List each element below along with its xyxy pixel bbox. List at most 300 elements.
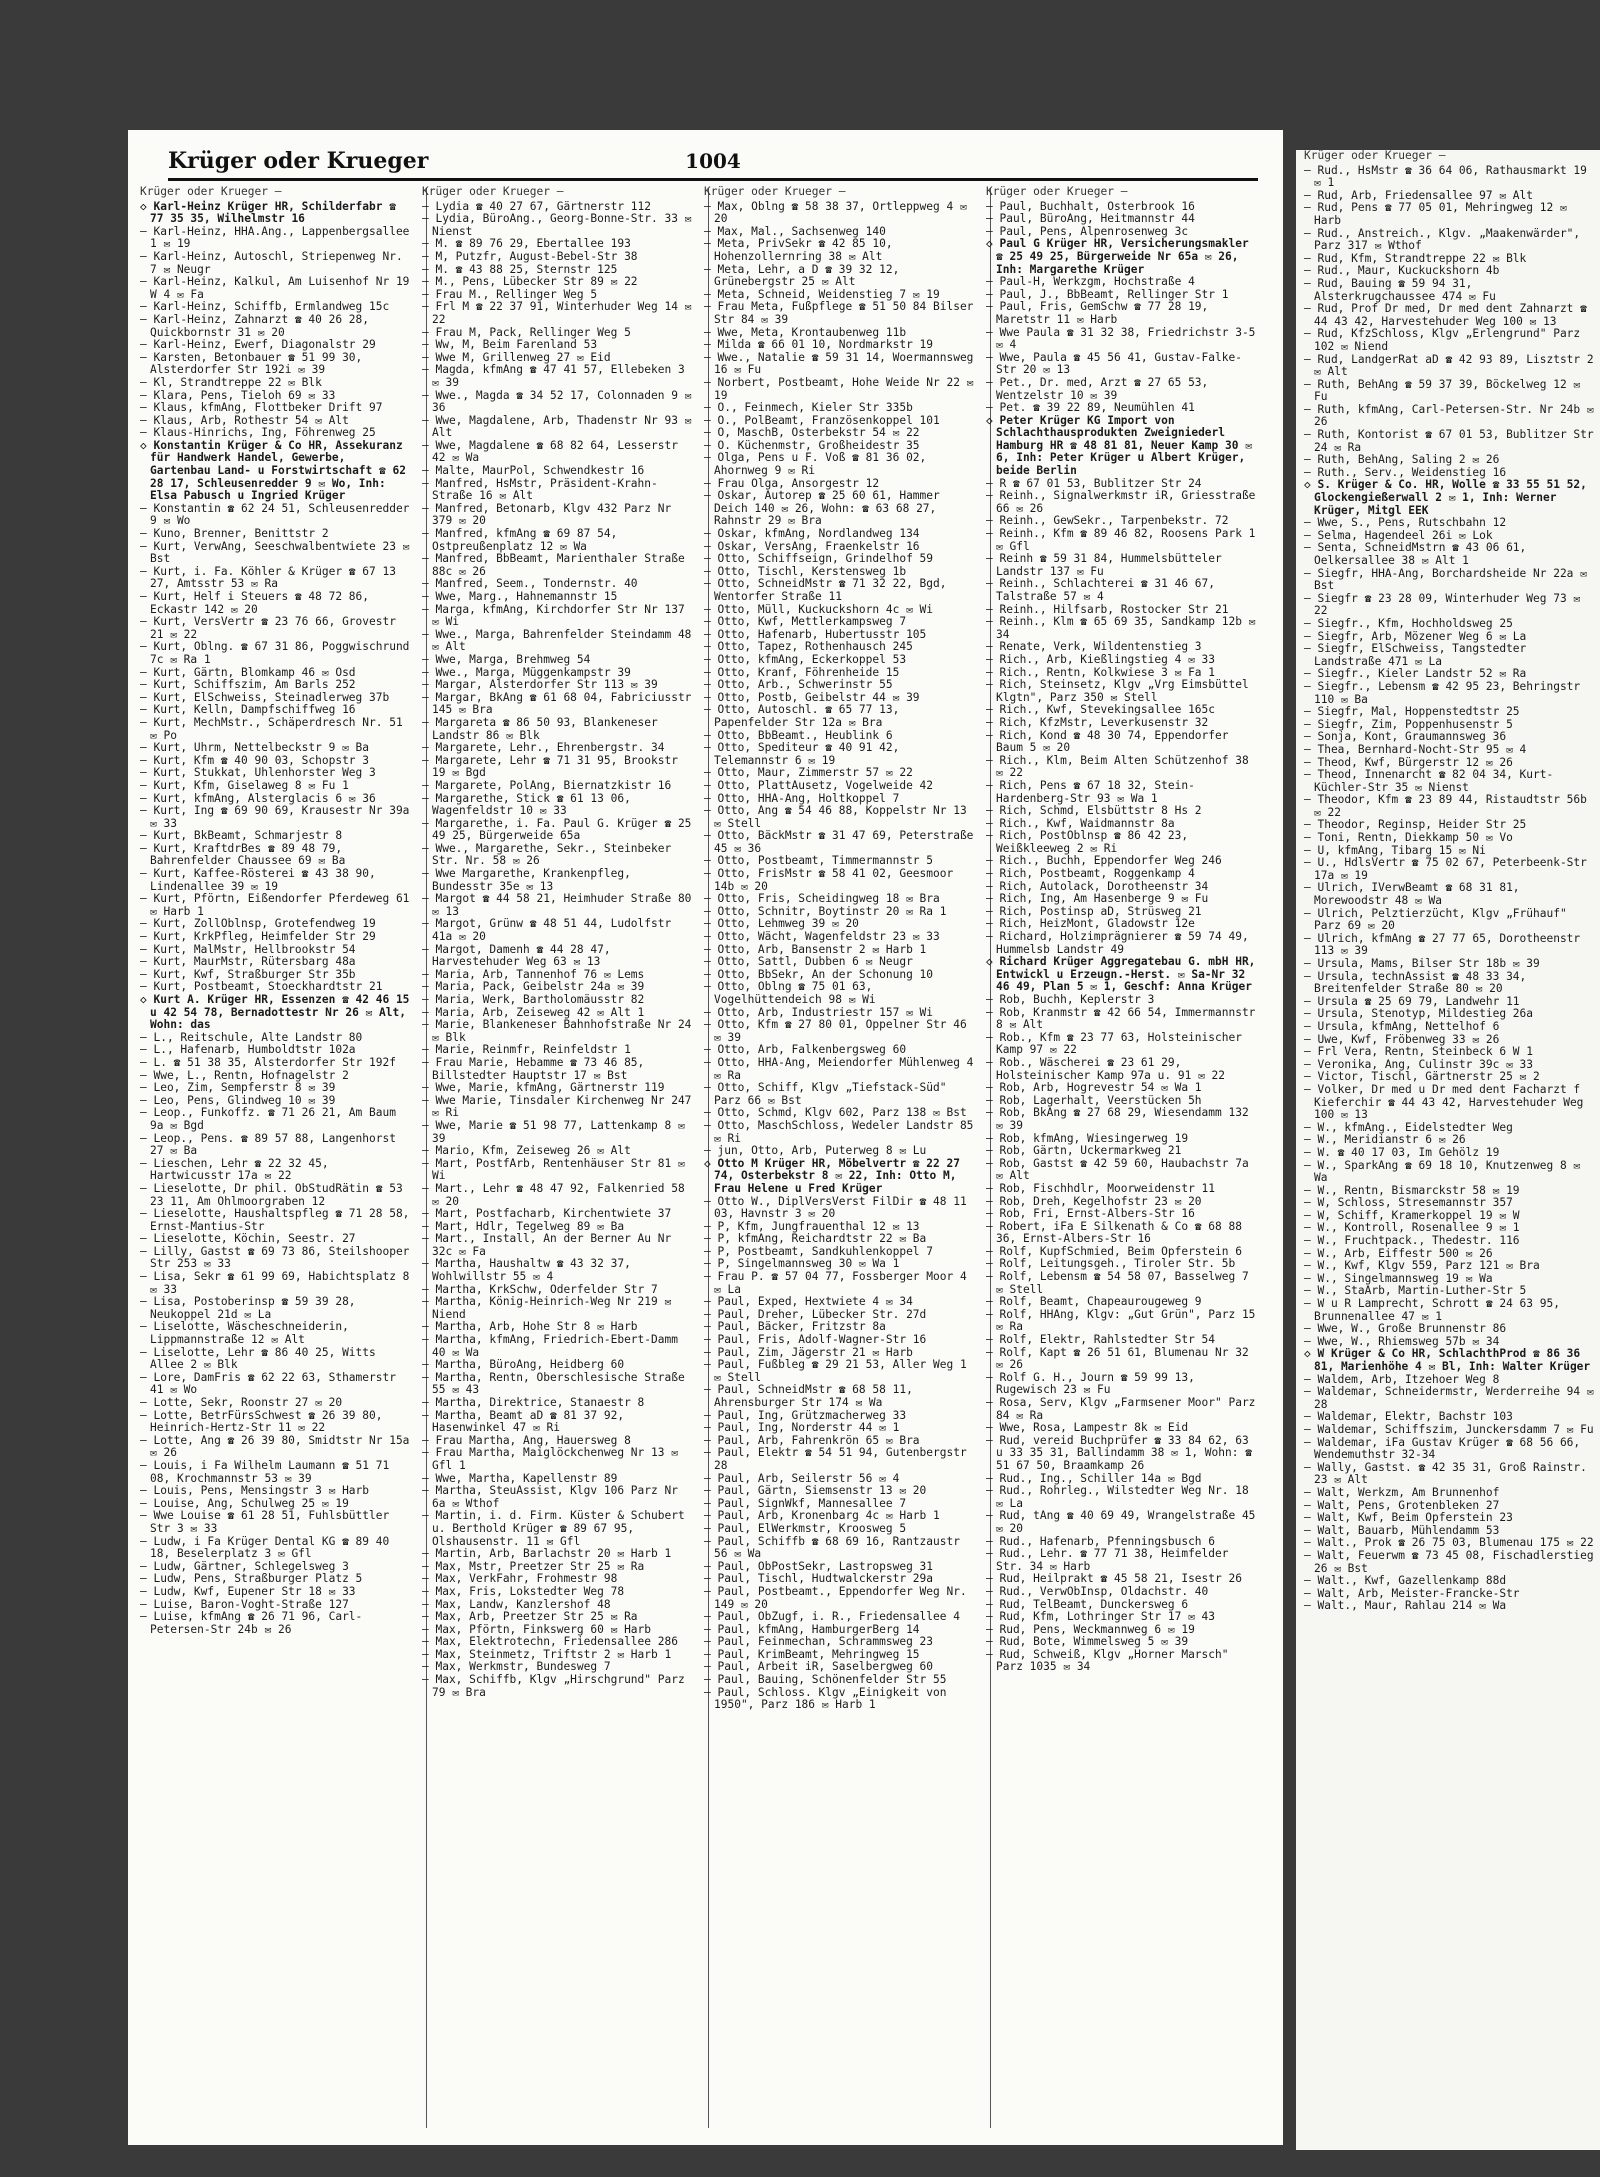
directory-entry: — Rich., Buchh, Eppendorfer Weg 246 <box>986 854 1222 868</box>
directory-entry: — Victor, Tischl, Gärtnerstr 25 ✉ 2 <box>1304 1070 1540 1084</box>
directory-entry: — Wwe, W., Rhiemsweg 57b ✉ 34 <box>1304 1334 1500 1348</box>
directory-entry: — Meta, Schneid, Weidenstieg 7 ✉ 19 <box>704 287 940 301</box>
directory-entry: — Kurt, Kelln, Dampfschiffweg 16 <box>140 703 356 717</box>
directory-entry: — Otto, Arb, Industriestr 157 ✉ Wi <box>704 1005 934 1019</box>
directory-entry: — Margarete, Lehr., Ehrenbergstr. 34 <box>422 741 665 755</box>
directory-entry: — Otto, kfmAng, Eckerkoppel 53 <box>704 652 907 666</box>
directory-entry: — Rolf, Leitungsgeh., Tiroler Str. 5b <box>986 1257 1236 1271</box>
directory-entry: — Lisa, Sekr ☎ 61 99 69, Habichtsplatz 8 ✉ 33 <box>140 1270 410 1296</box>
directory-entry: — Mario, Kfm, Zeiseweg 26 ✉ Alt <box>422 1144 631 1158</box>
directory-entry: — Paul, ObZugf, i. R., Friedensallee 4 <box>704 1610 960 1624</box>
directory-entry: ◇ W Krüger & Co HR, SchlachthProd ☎ 86 36 81, Marienhöhe 4 ✉ Bl, Inh: Walter Krüger <box>1304 1347 1591 1373</box>
directory-entry: — Wwe, Magdalene ☎ 68 82 64, Lesserstr 42 ✉ Wa <box>422 438 678 465</box>
directory-entry: — Karl-Heinz, Zahnarzt ☎ 40 26 28, Quickbornstr 31 ✉ 20 <box>140 312 370 339</box>
directory-entry: — Rud., VerwObInsp, Oldachstr. 40 <box>986 1584 1209 1598</box>
directory-entry: — Otto, HHA-Ang, Holtkoppel 7 <box>704 791 900 805</box>
directory-page <box>128 130 1283 2145</box>
directory-entry: — Rob, Gärtn, Uckermarkweg 21 <box>986 1144 1182 1158</box>
directory-entry: — Rich., Klm, Beim Alten Schützenhof 38 ✉ 22 <box>986 753 1249 780</box>
directory-entry: — Paul, Fußbleg ☎ 29 21 53, Aller Weg 1 ✉ Stell <box>704 1358 967 1384</box>
directory-entry: — Rud, Heilprakt ☎ 45 58 21, Isestr 26 <box>986 1572 1242 1586</box>
directory-entry: — Max, Elektrotechn, Friedensallee 286 <box>422 1635 678 1649</box>
directory-entry: — Rich., Rentn, Kolkwiese 3 ✉ Fa 1 <box>986 665 1216 679</box>
directory-entry: — Volker, Dr med u Dr med dent Facharzt f Kieferchir ☎ 44 43 42, Harvestehuder Weg 100 ✉ 13 <box>1304 1082 1584 1122</box>
directory-entry: — Rud, Schweiß, Klgv „Horner Marsch" Parz 1035 ✉ 34 <box>986 1647 1229 1674</box>
directory-entry: — Otto, FrisMstr ☎ 58 41 02, Geesmoor 14b ✉ 20 <box>704 867 954 893</box>
directory-entry: — Martha, KrkSchw, Oderfelder Str 7 <box>422 1282 658 1296</box>
directory-entry: — Mart., Install, An der Berner Au Nr 32c ✉ Fa <box>422 1232 672 1258</box>
directory-entry: — Max, Mstr, Preetzer Str 25 ✉ Ra <box>422 1559 645 1573</box>
directory-entry: — Margar, Alsterdorfer Str 113 ✉ 39 <box>422 678 658 692</box>
directory-entry: — Ursula, technAssist ☎ 48 33 34, Breitenfelder Straße 80 ✉ 20 <box>1304 969 1527 996</box>
directory-entry: — Paul, Zim, Jägerstr 21 ✉ Harb <box>704 1345 913 1359</box>
directory-entry: — Paul, Dreher, Lübecker Str. 27d <box>704 1307 927 1321</box>
directory-entry: — Wwe, Meta, Krontaubenweg 11b <box>704 325 907 339</box>
directory-entry: — Lydia, BüroAng., Georg-Bonne-Str. 33 ✉ Nienst <box>422 212 692 238</box>
directory-entry: — Waldemar, Schiffszim, Junckersdamm 7 ✉ Fu <box>1304 1422 1594 1436</box>
column-running-head: Krüger oder Krueger — <box>704 186 846 198</box>
directory-entry: — Otto, Hafenarb, Hubertusstr 105 <box>704 627 927 641</box>
directory-entry: — Reinh., Schlachterei ☎ 31 46 67, Talstraße 57 ✉ 4 <box>986 577 1216 603</box>
directory-entry: — Lotte, BetrFürsSchwest ☎ 26 39 80, Heinrich-Hertz-Str 11 ✉ 22 <box>140 1408 383 1435</box>
directory-entry: — R ☎ 67 01 53, Bublitzer Str 24 <box>986 476 1202 490</box>
directory-entry: — Rolf, Kapt ☎ 26 51 61, Blumenau Nr 32 ✉ 26 <box>986 1345 1249 1372</box>
directory-entry: — Kurt, Schiffszim, Am Barls 252 <box>140 678 356 692</box>
directory-entry: — Otto, HHA-Ang, Meiendorfer Mühlenweg 4 ✉ Ra <box>704 1055 974 1082</box>
directory-entry: — Wwe, W., Große Brunnenstr 86 <box>1304 1322 1507 1336</box>
directory-entry: — Otto, Schnitr, Boytinstr 20 ✉ Ra 1 <box>704 904 947 918</box>
directory-entry: — Otto, Tischl, Kerstensweg 1b <box>704 564 907 578</box>
directory-entry: ◇ Kurt A. Krüger HR, Essenzen ☎ 42 46 15 u 42 54 78, Bernadottestr Nr 26 ✉ Alt, Wohn: das <box>140 993 410 1032</box>
directory-entry: — Martha, BüroAng, Heidberg 60 <box>422 1358 625 1372</box>
directory-entry: — Theodor, Kfm ☎ 23 89 44, Ristaudtstr 56b ✉ 22 <box>1304 793 1587 819</box>
directory-entry: — Frau Meta, Fußpflege ☎ 51 50 84 Bilser Str 84 ✉ 39 <box>704 300 974 326</box>
directory-entry: — Max, Fris, Lokstedter Weg 78 <box>422 1584 625 1598</box>
directory-entry: — Reinh., Hilfsarb, Rostocker Str 21 <box>986 602 1229 616</box>
directory-entry: — Rud, LandgerRat aD ☎ 42 93 89, Lisztstr 2 ✉ Alt <box>1304 352 1594 379</box>
adjacent-page-column <box>1304 150 1600 1613</box>
directory-entry: — Siegfr., Kieler Landstr 52 ✉ Ra <box>1304 667 1527 681</box>
directory-entry: — Otto, Postbeamt, Timmermannstr 5 <box>704 854 934 868</box>
directory-entry: ◇ Peter Krüger KG Import von Schlachthausprodukten Zweigniederl Hamburg HR ☎ 48 81 81, Neuer Kamp 30 ✉ 6, Inh: Peter Krüger u Albert Krüger, beide Berlin <box>986 413 1252 478</box>
directory-entry: — Martha, Beamt aD ☎ 81 37 92, Hasenwinkel 47 ✉ Ri <box>422 1408 625 1435</box>
directory-entry: — Rud., Lehr. ☎ 77 71 38, Heimfelder Str. 34 ✉ Harb <box>986 1547 1229 1573</box>
directory-entry: — W., Kontroll, Rosenallee 9 ✉ 1 <box>1304 1221 1520 1235</box>
directory-entry: — Frau Marie, Hebamme ☎ 73 46 85, Billstedter Hauptstr 17 ✉ Bst <box>422 1055 645 1082</box>
column-running-head: Krüger oder Krueger — <box>986 186 1128 198</box>
directory-entry: — Uwe, Kwf, Fröbenweg 33 ✉ 26 <box>1304 1032 1500 1046</box>
directory-entry: — W, Schiff, Kramerkoppel 19 ✉ W <box>1304 1208 1520 1222</box>
directory-entry: — Margareta ☎ 86 50 93, Blankeneser Landstr 86 ✉ Blk <box>422 715 658 742</box>
directory-entry: — Marie, Blankeneser Bahnhofstraße Nr 24 ✉ Blk <box>422 1018 692 1044</box>
directory-entry: — Walt, Arb, Meister-Francke-Str <box>1304 1586 1520 1600</box>
directory-entry: — Margot ☎ 44 58 21, Heimhuder Straße 80 ✉ 13 <box>422 892 692 918</box>
directory-entry: — Otto, Lehmweg 39 ✉ 20 <box>704 917 859 931</box>
directory-entry: — Paul, Ing, Norderstr 44 ✉ 1 <box>704 1421 900 1435</box>
directory-entry: — W., kfmAng., Eidelstedter Weg <box>1304 1120 1513 1134</box>
directory-entry: — Rud, Bauing ☎ 59 94 31, Alsterkrugchaussee 474 ✉ Fu <box>1304 276 1496 303</box>
directory-entry: — Olga, Pens u F. Voß ☎ 81 36 02, Ahornweg 9 ✉ Ri <box>704 451 927 478</box>
directory-entry: — Paul, Schiffb ☎ 68 69 16, Rantzaustr 56 ✉ Wa <box>704 1534 960 1561</box>
directory-entry: — Rud., Anstreich., Klgv. „Maakenwärder", Parz 317 ✉ Wthof <box>1304 226 1581 253</box>
directory-entry: — Margarethe, Stick ☎ 61 13 06, Wagenfeldstr 10 ✉ 33 <box>422 791 631 818</box>
directory-entry: — Louis, Pens, Mensingstr 3 ✉ Harb <box>140 1484 370 1498</box>
directory-entry: — Wwe, Paula ☎ 45 56 41, Gustav-Falke-Str 20 ✉ 13 <box>986 350 1242 377</box>
directory-entry: — Otto, BäckMstr ☎ 31 47 69, Peterstraße 45 ✉ 36 <box>704 829 974 855</box>
directory-entry: — Karl-Heinz, Autoschl, Striepenweg Nr. 7 ✉ Neugr <box>140 249 403 276</box>
directory-entry: — Wwe Margarethe, Krankenpfleg, Bundesstr 35e ✉ 13 <box>422 867 631 893</box>
directory-columns <box>140 186 1280 2136</box>
directory-entry: — Wwe, L., Rentn, Hofnagelstr 2 <box>140 1068 349 1082</box>
directory-entry: — Wwe., Natalie ☎ 59 31 14, Woermannsweg 16 ✉ Fu <box>704 350 974 377</box>
directory-entry: — Margarete, PolAng, Biernatzkistr 16 <box>422 778 672 792</box>
directory-entry: — Frau M., Rellinger Weg 5 <box>422 287 598 301</box>
directory-entry: — Reinh ☎ 59 31 84, Hummelsbütteler Landstr 137 ✉ Fu <box>986 552 1222 578</box>
directory-entry: — Louise, Ang, Schulweg 25 ✉ 19 <box>140 1496 349 1510</box>
directory-entry: — Senta, SchneidMstrn ☎ 43 06 61, Oelkersallee 38 ✉ Alt 1 <box>1304 541 1527 567</box>
directory-entry: — Waldemar, Elektr, Bachstr 103 <box>1304 1410 1513 1424</box>
directory-entry: — Rud., Hafenarb, Pfenningsbusch 6 <box>986 1534 1216 1548</box>
directory-entry: — Klaus, Arb, Rothestr 54 ✉ Alt <box>140 413 349 427</box>
directory-entry: — Otto, Arb, Falkenbergsweg 60 <box>704 1043 907 1057</box>
directory-entry: — Veronika, Ang, Culinstr 39c ✉ 33 <box>1304 1057 1534 1071</box>
directory-entry: — Frl Vera, Rentn, Steinbeck 6 W 1 <box>1304 1045 1534 1059</box>
directory-entry: — Paul, Buchhalt, Osterbrook 16 <box>986 199 1195 213</box>
directory-entry: — Ruth, kfmAng, Carl-Petersen-Str. Nr 24b ✉ 26 <box>1304 402 1594 429</box>
directory-entry: — Rich., Arb, Kießlingstieg 4 ✉ 33 <box>986 652 1216 666</box>
directory-entry: — Rolf, Lebensm ☎ 54 58 07, Basselweg 7 ✉ Stell <box>986 1270 1249 1296</box>
directory-entry: — Sonja, Kont, Graumannsweg 36 <box>1304 730 1507 744</box>
directory-entry: — Otto, Schiff, Klgv „Tiefstack-Süd" Parz 66 ✉ Bst <box>704 1081 947 1107</box>
directory-entry: — Rich, Postinsp aD, Strüsweg 21 <box>986 904 1202 918</box>
directory-entry: — Kurt, Helf i Steuers ☎ 48 72 86, Eckastr 142 ✉ 20 <box>140 590 370 616</box>
directory-entry: — Max, VerkFahr, Frohmestr 98 <box>422 1572 618 1586</box>
directory-entry: — Kurt, kfmAng, Alsterglacis 6 ✉ 36 <box>140 791 376 805</box>
directory-entry: — Siegfr, Arb, Mözener Weg 6 ✉ La <box>1304 629 1527 643</box>
directory-entry: — Kurt, Kfm, Giselaweg 8 ✉ Fu 1 <box>140 778 349 792</box>
directory-entry: — Paul, BüroAng, Heitmannstr 44 <box>986 212 1195 226</box>
directory-entry: — Rud., Maur, Kuckuckshorn 4b <box>1304 264 1500 278</box>
directory-entry: — Wwe, Magdalene, Arb, Thadenstr Nr 93 ✉ Alt <box>422 413 692 440</box>
directory-entry: — Rud, Arb, Friedensallee 97 ✉ Alt <box>1304 188 1534 202</box>
directory-entry: — Kurt, Stukkat, Uhlenhorster Weg 3 <box>140 766 376 780</box>
directory-entry: — Karl-Heinz, HHA.Ang., Lappenbergsallee 1 ✉ 19 <box>140 224 410 251</box>
directory-entry: — Martha, SteuAssist, Klgv 106 Parz Nr 6a ✉ Wthof <box>422 1484 678 1510</box>
column-running-head: Krüger oder Krueger — <box>1304 150 1446 162</box>
directory-entry: — Luise, kfmAng ☎ 26 71 96, Carl-Petersen-Str 24b ✉ 26 <box>140 1610 363 1636</box>
directory-entry: — Siegfr, ElSchweiss, Tangstedter Landstraße 471 ✉ La <box>1304 642 1527 668</box>
directory-entry: — Richard, Holzimprägnierer ☎ 59 74 49, Hummelsb Landstr 49 <box>986 930 1249 956</box>
directory-entry: — Maria, Arb, Zeiseweg 42 ✉ Alt 1 <box>422 1005 645 1019</box>
directory-entry: — Paul-H, Werkzgm, Hochstraße 4 <box>986 275 1195 289</box>
directory-entry: — Magda, kfmAng ☎ 47 41 57, Ellebeken 3 ✉ 39 <box>422 363 685 389</box>
directory-entry: — Kurt, Uhrm, Nettelbeckstr 9 ✉ Ba <box>140 741 370 755</box>
directory-column <box>422 186 694 2136</box>
directory-entry: — Martha, kfmAng, Friedrich-Ebert-Damm 40 ✉ Wa <box>422 1333 678 1359</box>
directory-entry: — Luise, Baron-Voght-Straße 127 <box>140 1597 349 1611</box>
directory-entry: — Otto, Postb, Geibelstr 44 ✉ 39 <box>704 690 920 704</box>
directory-entry: — Rich, PostOblnsp ☎ 86 42 23, Weißkleeweg 2 ✉ Ri <box>986 829 1189 855</box>
directory-entry: — Rud, Prof Dr med, Dr med dent Zahnarzt ☎ 44 43 42, Harvestehuder Weg 100 ✉ 13 <box>1304 302 1587 328</box>
directory-entry: — Theod, Innenarcht ☎ 82 04 34, Kurt-Küchler-Str 35 ✉ Nienst <box>1304 768 1554 794</box>
directory-entry: — Wwe, Rosa, Lampestr 8k ✉ Eid <box>986 1421 1189 1435</box>
directory-entry: — Mart, Postfacharb, Kirchentwiete 37 <box>422 1207 672 1221</box>
directory-entry: — P, Postbeamt, Sandkuhlenkoppel 7 <box>704 1244 934 1258</box>
directory-entry: — Wwe, Marie ☎ 51 98 77, Lattenkamp 8 ✉ 39 <box>422 1118 685 1145</box>
directory-column <box>704 186 976 2136</box>
directory-entry: — M. ☎ 43 88 25, Sternstr 125 <box>422 262 618 276</box>
directory-entry: — Otto, SchneidMstr ☎ 71 32 22, Bgd, Wentorfer Straße 11 <box>704 577 947 603</box>
directory-entry: — Lieselotte, Köchin, Seestr. 27 <box>140 1232 356 1246</box>
directory-entry: — Kurt, Ing ☎ 69 90 69, Krausestr Nr 39a ✉ 33 <box>140 804 410 830</box>
directory-entry: — Rolf, Elektr, Rahlstedter Str 54 <box>986 1333 1216 1347</box>
directory-entry: — W., Kwf, Klgv 559, Parz 121 ✉ Bra <box>1304 1259 1540 1273</box>
directory-entry: — Wwe Louise ☎ 61 28 51, Fuhlsbüttler Str 3 ✉ 33 <box>140 1509 390 1535</box>
directory-entry: — Wwe., Magda ☎ 34 52 17, Colonnaden 9 ✉ 36 <box>422 388 692 415</box>
directory-entry: — Otto, BbBeamt., Heublink 6 <box>704 728 893 742</box>
directory-entry: — Theod, Kwf, Bürgerstr 12 ✉ 26 <box>1304 755 1513 769</box>
directory-entry: — Malte, MaurPol, Schwendkestr 16 <box>422 464 645 478</box>
directory-entry: — Rud., HsMstr ☎ 36 64 06, Rathausmarkt 19 ✉ 1 <box>1304 163 1587 190</box>
directory-entry: — Rud, vereid Buchprüfer ☎ 33 84 62, 63 u 33 35 31, Ballindamm 38 ✉ 1, Wohn: ☎ 51 67 50, Braamkamp 26 <box>986 1433 1252 1472</box>
directory-entry: — Paul, Tischl, Hudtwalckerstr 29a <box>704 1572 934 1586</box>
directory-entry: — Kurt, Oblng. ☎ 67 31 86, Poggwischrund 7c ✉ Ra 1 <box>140 640 410 666</box>
directory-entry: ◇ Paul G Krüger HR, Versicherungsmakler ☎ 25 49 25, Bürgerweide Nr 65a ✉ 26, Inh: Margarethe Krüger <box>986 237 1249 276</box>
column-running-head: Krüger oder Krueger — <box>422 186 564 198</box>
directory-column <box>986 186 1258 2136</box>
page-header <box>168 148 1258 181</box>
directory-entry: — Rud, Pens ☎ 77 05 01, Mehringweg 12 ✉ Harb <box>1304 201 1567 227</box>
directory-entry: — W, Schloss, Stresemannstr 357 <box>1304 1196 1513 1210</box>
directory-entry: — Rob., Wäscherei ☎ 23 61 29, Holsteinischer Kamp 97a u. 91 ✉ 22 <box>986 1055 1226 1082</box>
directory-entry: — Martha, Direktrice, Stanaestr 8 <box>422 1396 645 1409</box>
directory-entry: — Paul, ElWerkmstr, Kroosweg 5 <box>704 1521 907 1535</box>
directory-entry: — Kurt, Kfm ☎ 40 90 03, Schopstr 3 <box>140 753 370 767</box>
directory-entry: — Otto, MaschSchloss, Wedeler Landstr 85 ✉ Ri <box>704 1118 974 1145</box>
directory-entry: — Paul, Pens, Alpenrosenweg 3c <box>986 224 1189 238</box>
directory-entry: — Max, Arb, Preetzer Str 25 ✉ Ra <box>422 1610 638 1624</box>
directory-entry: — Otto, Schiffseign, Grindelhof 59 <box>704 552 934 566</box>
directory-entry: — Mart, Hdlr, Tegelweg 89 ✉ Ba <box>422 1219 625 1233</box>
directory-entry: — L., Hafenarb, Humboldtstr 102a <box>140 1043 356 1057</box>
directory-entry: — jun, Otto, Arb, Puterweg 8 ✉ Lu <box>704 1144 927 1158</box>
directory-entry: — Lieschen, Lehr ☎ 22 32 45, Hartwicusstr 17a ✉ 22 <box>140 1156 329 1183</box>
directory-entry: — Margarete, Lehr ☎ 71 31 95, Brookstr 19 ✉ Bgd <box>422 753 678 780</box>
directory-entry: — Paul, Exped, Hextwiete 4 ✉ 34 <box>704 1295 913 1309</box>
directory-entry: — Wwe Paula ☎ 31 32 38, Friedrichstr 3-5 ✉ 4 <box>986 325 1256 352</box>
directory-entry: — Otto, Wächt, Wagenfeldstr 23 ✉ 33 <box>704 930 940 944</box>
directory-entry: — Kurt, ElSchweiss, Steinadlerweg 37b <box>140 690 390 704</box>
directory-entry: — O, MaschB, Osterbekstr 54 ✉ 22 <box>704 426 920 440</box>
directory-entry: — Max, Schiffb, Klgv „Hirschgrund" Parz 79 ✉ Bra <box>422 1673 685 1699</box>
directory-entry: — Pet., Dr. med, Arzt ☎ 27 65 53, Wentzelstr 10 ✉ 39 <box>986 375 1209 402</box>
directory-entry: — Ludw, Pens, Straßburger Platz 5 <box>140 1572 363 1586</box>
directory-entry: — Wwe., Marga, Müggenkampstr 39 <box>422 665 631 679</box>
directory-entry: — Oskar, Autorep ☎ 25 60 61, Hammer Deich 140 ✉ 26, Wohn: ☎ 63 68 27, Rahnstr 29 ✉ Bra <box>704 489 940 528</box>
directory-entry: — Theodor, Reginsp, Heider Str 25 <box>1304 818 1527 832</box>
directory-entry: — M, Putzfr, August-Bebel-Str 38 <box>422 249 638 263</box>
directory-entry: — Otto, Autoschl. ☎ 65 77 13, Papenfelder Str 12a ✉ Bra <box>704 703 900 729</box>
directory-entry: — Rich, Autolack, Dorotheenstr 34 <box>986 879 1209 893</box>
directory-entry: — Kurt, MaurMstr, Rütersbarg 48a <box>140 955 356 969</box>
directory-entry: — Reinh., Klm ☎ 65 69 35, Sandkamp 12b ✉ 34 <box>986 615 1256 641</box>
directory-entry: — Max, Landw, Kanzlershof 48 <box>422 1597 611 1611</box>
directory-entry: — Rob, Lagerhalt, Veerstücken 5h <box>986 1093 1202 1107</box>
directory-entry: — Rob, Fischhdlr, Moorweidenstr 11 <box>986 1181 1216 1195</box>
directory-entry: — Meta, PrivSekr ☎ 42 85 10, Hohenzollernring 38 ✉ Alt <box>704 237 893 263</box>
directory-entry: — Reinh., Kfm ☎ 89 46 82, Roosens Park 1 ✉ Gfl <box>986 527 1256 553</box>
directory-entry: — Kurt, MechMstr., Schäperdresch Nr. 51 ✉ Po <box>140 715 403 742</box>
directory-entry: — Kurt, i. Fa. Köhler & Krüger ☎ 67 13 27, Amtsstr 53 ✉ Ra <box>140 564 396 591</box>
directory-entry: — Milda ☎ 66 01 10, Nordmarkstr 19 <box>704 338 934 352</box>
directory-entry: — Lilly, Gastst ☎ 69 73 86, Steilshooper Str 253 ✉ 33 <box>140 1244 410 1271</box>
directory-entry: — Paul, Arb, Kronenbarg 4c ✉ Harb 1 <box>704 1509 940 1523</box>
directory-entry: — Walt, Feuerwm ☎ 73 45 08, Fischadlerstieg 26 ✉ Bst <box>1304 1548 1594 1575</box>
directory-entry: — P, kfmAng, Reichardtstr 22 ✉ Ba <box>704 1232 927 1246</box>
directory-entry: — Siegfr, HHA-Ang, Borchardsheide Nr 22a ✉ Bst <box>1304 566 1587 593</box>
directory-entry: — Mart., Lehr ☎ 48 47 92, Falkenried 58 ✉ 20 <box>422 1181 685 1208</box>
directory-entry: — Frau Olga, Ansorgestr 12 <box>704 476 880 490</box>
directory-entry: — Max, Pförtn, Finkswerg 60 ✉ Harb <box>422 1622 652 1636</box>
directory-entry: — Ww, M, Beim Farenland 53 <box>422 338 598 352</box>
directory-entry: — Leo, Zim, Sempferstr 8 ✉ 39 <box>140 1081 336 1095</box>
page-number: 1004 <box>685 149 741 173</box>
directory-entry: — Ursula, kfmAng, Nettelhof 6 <box>1304 1019 1500 1033</box>
directory-entry: — Klaus-Hinrichs, Ing, Föhrenweg 25 <box>140 426 376 440</box>
directory-entry: — Rich, Steinsetz, Klgv „Vrg Eimsbüttel Klgtn", Parz 350 ✉ Stell <box>986 678 1249 704</box>
directory-entry: — M. ☎ 89 76 29, Ebertallee 193 <box>422 237 631 251</box>
directory-entry: — Thea, Bernhard-Nocht-Str 95 ✉ 4 <box>1304 742 1527 756</box>
directory-entry: — Lisa, Postoberinsp ☎ 59 39 28, Neukoppel 21d ✉ La <box>140 1295 356 1321</box>
directory-entry: — Martha, König-Heinrich-Weg Nr 219 ✉ Niend <box>422 1295 672 1321</box>
directory-entry: — Lydia ☎ 40 27 67, Gärtnerstr 112 <box>422 199 652 213</box>
directory-entry: — Marga, kfmAng, Kirchdorfer Str Nr 137 ✉ Wi <box>422 602 685 629</box>
directory-entry: — Rud, tAng ☎ 40 69 49, Wrangelstraße 45 ✉ 20 <box>986 1509 1256 1535</box>
directory-entry: — Kurt, KrkPfleg, Heimfelder Str 29 <box>140 930 376 944</box>
directory-entry: — Paul, Feinmechan, Schrammsweg 23 <box>704 1635 934 1649</box>
directory-entry: — O. Küchenmstr, Großheidestr 35 <box>704 438 920 452</box>
directory-entry: — Kl, Strandtreppe 22 ✉ Blk <box>140 375 322 389</box>
directory-entry: — Otto, PlattAusetz, Vogelweide 42 <box>704 778 934 792</box>
directory-entry: — U., HdlsVertr ☎ 75 02 67, Peterbeenk-Str 17a ✉ 19 <box>1304 856 1587 882</box>
directory-entry: — Rob, Gastst ☎ 42 59 60, Haubachstr 7a ✉ Alt <box>986 1156 1249 1183</box>
directory-entry: — Otto, Tapez, Rothenhausch 245 <box>704 640 913 654</box>
directory-entry: — Manfred, Betonarb, Klgv 432 Parz Nr 379 ✉ 20 <box>422 501 672 528</box>
directory-entry: — W., SparkAng ☎ 69 18 10, Knutzenweg 8 ✉ Wa <box>1304 1158 1581 1185</box>
directory-entry: — Otto, Kranf, Föhrenheide 15 <box>704 665 900 679</box>
directory-entry: — Paul, Bauing, Schönenfelder Str 55 <box>704 1673 947 1687</box>
directory-entry: — Frau Martha, Ang, Hauersweg 8 <box>422 1433 631 1447</box>
directory-entry: — Siegfr, Zim, Poppenhusenstr 5 <box>1304 717 1513 731</box>
directory-entry: — Kurt, Pförtn, Eißendorfer Pferdeweg 61 ✉ Harb 1 <box>140 892 410 918</box>
directory-entry: — Ulrich, kfmAng ☎ 27 77 65, Dorotheenstr 113 ✉ 39 <box>1304 931 1581 958</box>
directory-entry: — O., Feinmech, Kieler Str 335b <box>704 401 913 415</box>
directory-entry: — Maria, Werk, Bartholomäusstr 82 <box>422 993 645 1006</box>
directory-entry: — Rud, Bote, Wimmelsweg 5 ✉ 39 <box>986 1635 1189 1649</box>
directory-entry: — Otto W., DiplVersVerst FilDir ☎ 48 11 03, Havnstr 3 ✉ 20 <box>704 1194 967 1221</box>
directory-entry: — Ruth, BehAng, Saling 2 ✉ 26 <box>1304 453 1500 467</box>
directory-entry: — Maria, Arb, Tannenhof 76 ✉ Lems <box>422 967 645 981</box>
directory-entry: — Walt, Kwf, Beim Opferstein 23 <box>1304 1511 1513 1525</box>
directory-entry: — Wwe, Marg., Hahnemannstr 15 <box>422 590 618 603</box>
directory-entry: — Otto, Ang ☎ 54 46 88, Koppelstr Nr 13 ✉ Stell <box>704 804 967 830</box>
directory-entry: — Max, Werkmstr, Bundesweg 7 <box>422 1660 611 1674</box>
directory-entry: — U, kfmAng, Tibarg 15 ✉ Ni <box>1304 843 1486 857</box>
directory-entry: — Wwe, S., Pens, Rutschbahn 12 <box>1304 516 1507 530</box>
directory-entry: — Paul, SchneidMstr ☎ 68 58 11, Ahrensburger Str 174 ✉ Wa <box>704 1383 913 1409</box>
directory-entry: ◇ Richard Krüger Aggregatebau G. mbH HR, Entwickl u Erzeugn.-Herst. ✉ Sa-Nr 32 46 49, Plan 5 ✉ 1, Geschf: Anna Krüger <box>986 955 1256 994</box>
directory-entry: — Ludw, Kwf, Eupener Str 18 ✉ 33 <box>140 1584 356 1598</box>
directory-entry: — Siegfr., Lebensm ☎ 42 95 23, Behringstr 110 ✉ Ba <box>1304 679 1581 706</box>
directory-entry: — Manfred, Seem., Tondernstr. 40 <box>422 577 638 591</box>
directory-entry: — Kuno, Brenner, Benittstr 2 <box>140 527 329 541</box>
directory-entry: — Otto, Fris, Scheidingweg 18 ✉ Bra <box>704 892 940 906</box>
directory-entry: — Wwe, Marga, Brehmweg 54 <box>422 652 591 666</box>
directory-entry: — Rob, BkAng ☎ 27 68 29, Wiesendamm 132 ✉ 39 <box>986 1106 1249 1132</box>
directory-entry: — W., Fruchtpack., Thedestr. 116 <box>1304 1234 1520 1248</box>
directory-entry: — Martin, i. d. Firm. Küster & Schubert u. Berthold Krüger ☎ 89 67 95, Olshausenstr. 11 ✉ Gfl <box>422 1509 685 1548</box>
directory-entry: — Paul, Ing, Grützmacherweg 33 <box>704 1408 907 1422</box>
directory-entry: — Manfred, BbBeamt, Marienthaler Straße 88c ✉ 26 <box>422 552 685 578</box>
directory-entry: — Louis, i Fa Wilhelm Laumann ☎ 51 71 08, Krochmannstr 53 ✉ 39 <box>140 1458 390 1485</box>
directory-entry: — Otto, Arb, Bansenstr 2 ✉ Harb 1 <box>704 942 927 956</box>
directory-entry: — Paul, Gärtn, Siemsenstr 13 ✉ 20 <box>704 1484 927 1498</box>
directory-entry: — Rud, Kfm, Lothringer Str 17 ✉ 43 <box>986 1610 1216 1624</box>
directory-entry: — Otto, Sattl, Dubben 6 ✉ Neugr <box>704 955 913 969</box>
directory-entry: — Lieselotte, Dr phil. ObStudRätin ☎ 53 23 11, Am Ohlmoorgraben 12 <box>140 1181 403 1208</box>
directory-entry: — Otto, Spediteur ☎ 40 91 42, Telemannstr 6 ✉ 19 <box>704 741 900 767</box>
directory-entry: — Waldemar, iFa Gustav Krüger ☎ 68 56 66, Wendemuthstr 32-34 <box>1304 1435 1581 1462</box>
directory-entry: ◇ Otto M Krüger HR, Möbelvertr ☎ 22 27 74, Osterbekstr 8 ✉ 22, Inh: Otto M, Frau Helene u Fred Krüger <box>704 1156 960 1195</box>
directory-entry: — Klaus, kfmAng, Flottbeker Drift 97 <box>140 401 383 415</box>
directory-entry: — L. ☎ 51 38 35, Alsterdorfer Str 192f <box>140 1055 396 1069</box>
directory-entry: — Meta, Lehr, a D ☎ 39 32 12, Grünebergstr 25 ✉ Alt <box>704 262 900 289</box>
directory-entry: — Paul, Postbeamt., Eppendorfer Weg Nr. 149 ✉ 20 <box>704 1584 967 1611</box>
directory-entry: — Rob, Fri, Ernst-Albers-Str 16 <box>986 1207 1195 1221</box>
directory-entry: — Otto, Schmd, Klgv 602, Parz 138 ✉ Bst <box>704 1106 967 1120</box>
directory-entry: — Lotte, Ang ☎ 26 39 80, Smidtstr Nr 15a ✉ 26 <box>140 1433 410 1460</box>
directory-entry: — M., Pens, Lübecker Str 89 ✉ 22 <box>422 275 638 289</box>
directory-entry: — Margarethe, i. Fa. Paul G. Krüger ☎ 25 49 25, Bürgerweide 65a <box>422 816 692 843</box>
directory-entry: — Rosa, Serv, Klgv „Farmsener Moor" Parz 84 ✉ Ra <box>986 1396 1256 1422</box>
directory-entry: — Wally, Gastst. ☎ 42 35 31, Groß Rainstr. 23 ✉ Alt <box>1304 1460 1587 1487</box>
directory-entry: — Walt, Bauarb, Mühlendamm 53 <box>1304 1523 1500 1537</box>
directory-entry: — Siegfr ☎ 23 28 09, Winterhuder Weg 73 ✉ 22 <box>1304 591 1581 618</box>
running-head-title: Krüger oder Krueger <box>168 148 429 174</box>
directory-entry: — Wwe M, Grillenweg 27 ✉ Eid <box>422 350 611 364</box>
directory-entry: — Norbert, Postbeamt, Hohe Weide Nr 22 ✉ 19 <box>704 375 974 402</box>
directory-entry: — Mart, PostfArb, Rentenhäuser Str 81 ✉ Wi <box>422 1156 685 1183</box>
directory-entry: ◇ Karl-Heinz Krüger HR, Schilderfabr ☎ 77 35 35, Wilhelmstr 16 <box>140 199 396 226</box>
directory-entry: — Rud., Ing., Schiller 14a ✉ Bgd <box>986 1471 1202 1485</box>
directory-entry: — Wwe Marie, Tinsdaler Kirchenweg Nr 247 ✉ Ri <box>422 1093 692 1120</box>
directory-entry: — Margot, Grünw ☎ 48 51 44, Ludolfstr 41a ✉ 20 <box>422 917 672 944</box>
directory-entry: — Lieselotte, Haushaltspfleg ☎ 71 28 58, Ernst-Mantius-Str <box>140 1207 410 1233</box>
directory-entry: — Otto, Maur, Zimmerstr 57 ✉ 22 <box>704 766 913 780</box>
directory-entry: — Robert, iFa E Silkenath & Co ☎ 68 88 36, Ernst-Albers-Str 16 <box>986 1219 1242 1246</box>
directory-entry: — Kurt, VersVertr ☎ 23 76 66, Grovestr 21 ✉ 22 <box>140 615 396 641</box>
directory-entry: — Paul, Fris, GemSchw ☎ 77 28 19, Maretstr 11 ✉ Harb <box>986 300 1209 326</box>
directory-entry: — Otto, Müll, Kuckuckshorn 4c ✉ Wi <box>704 602 934 616</box>
directory-entry: — Karl-Heinz, Schiffb, Ermlandweg 15c <box>140 300 390 314</box>
directory-entry: — Paul, Arbeit iR, Saselbergweg 60 <box>704 1660 934 1674</box>
directory-entry: — W., Singelmannsweg 19 ✉ Wa <box>1304 1271 1493 1285</box>
directory-entry: — Paul, Bäcker, Fritzstr 8a <box>704 1320 886 1334</box>
directory-entry: — Ulrich, Pelztierzücht, Klgv „Frühauf" Parz 69 ✉ 20 <box>1304 906 1567 933</box>
directory-entry: — Rich, Kond ☎ 48 30 74, Eppendorfer Baum 5 ✉ 20 <box>986 728 1229 755</box>
directory-entry: — Toni, Rentn, Diekkamp 50 ✉ Vo <box>1304 831 1513 845</box>
directory-entry: — Walt., Kwf, Gazellenkamp 88d <box>1304 1574 1507 1588</box>
